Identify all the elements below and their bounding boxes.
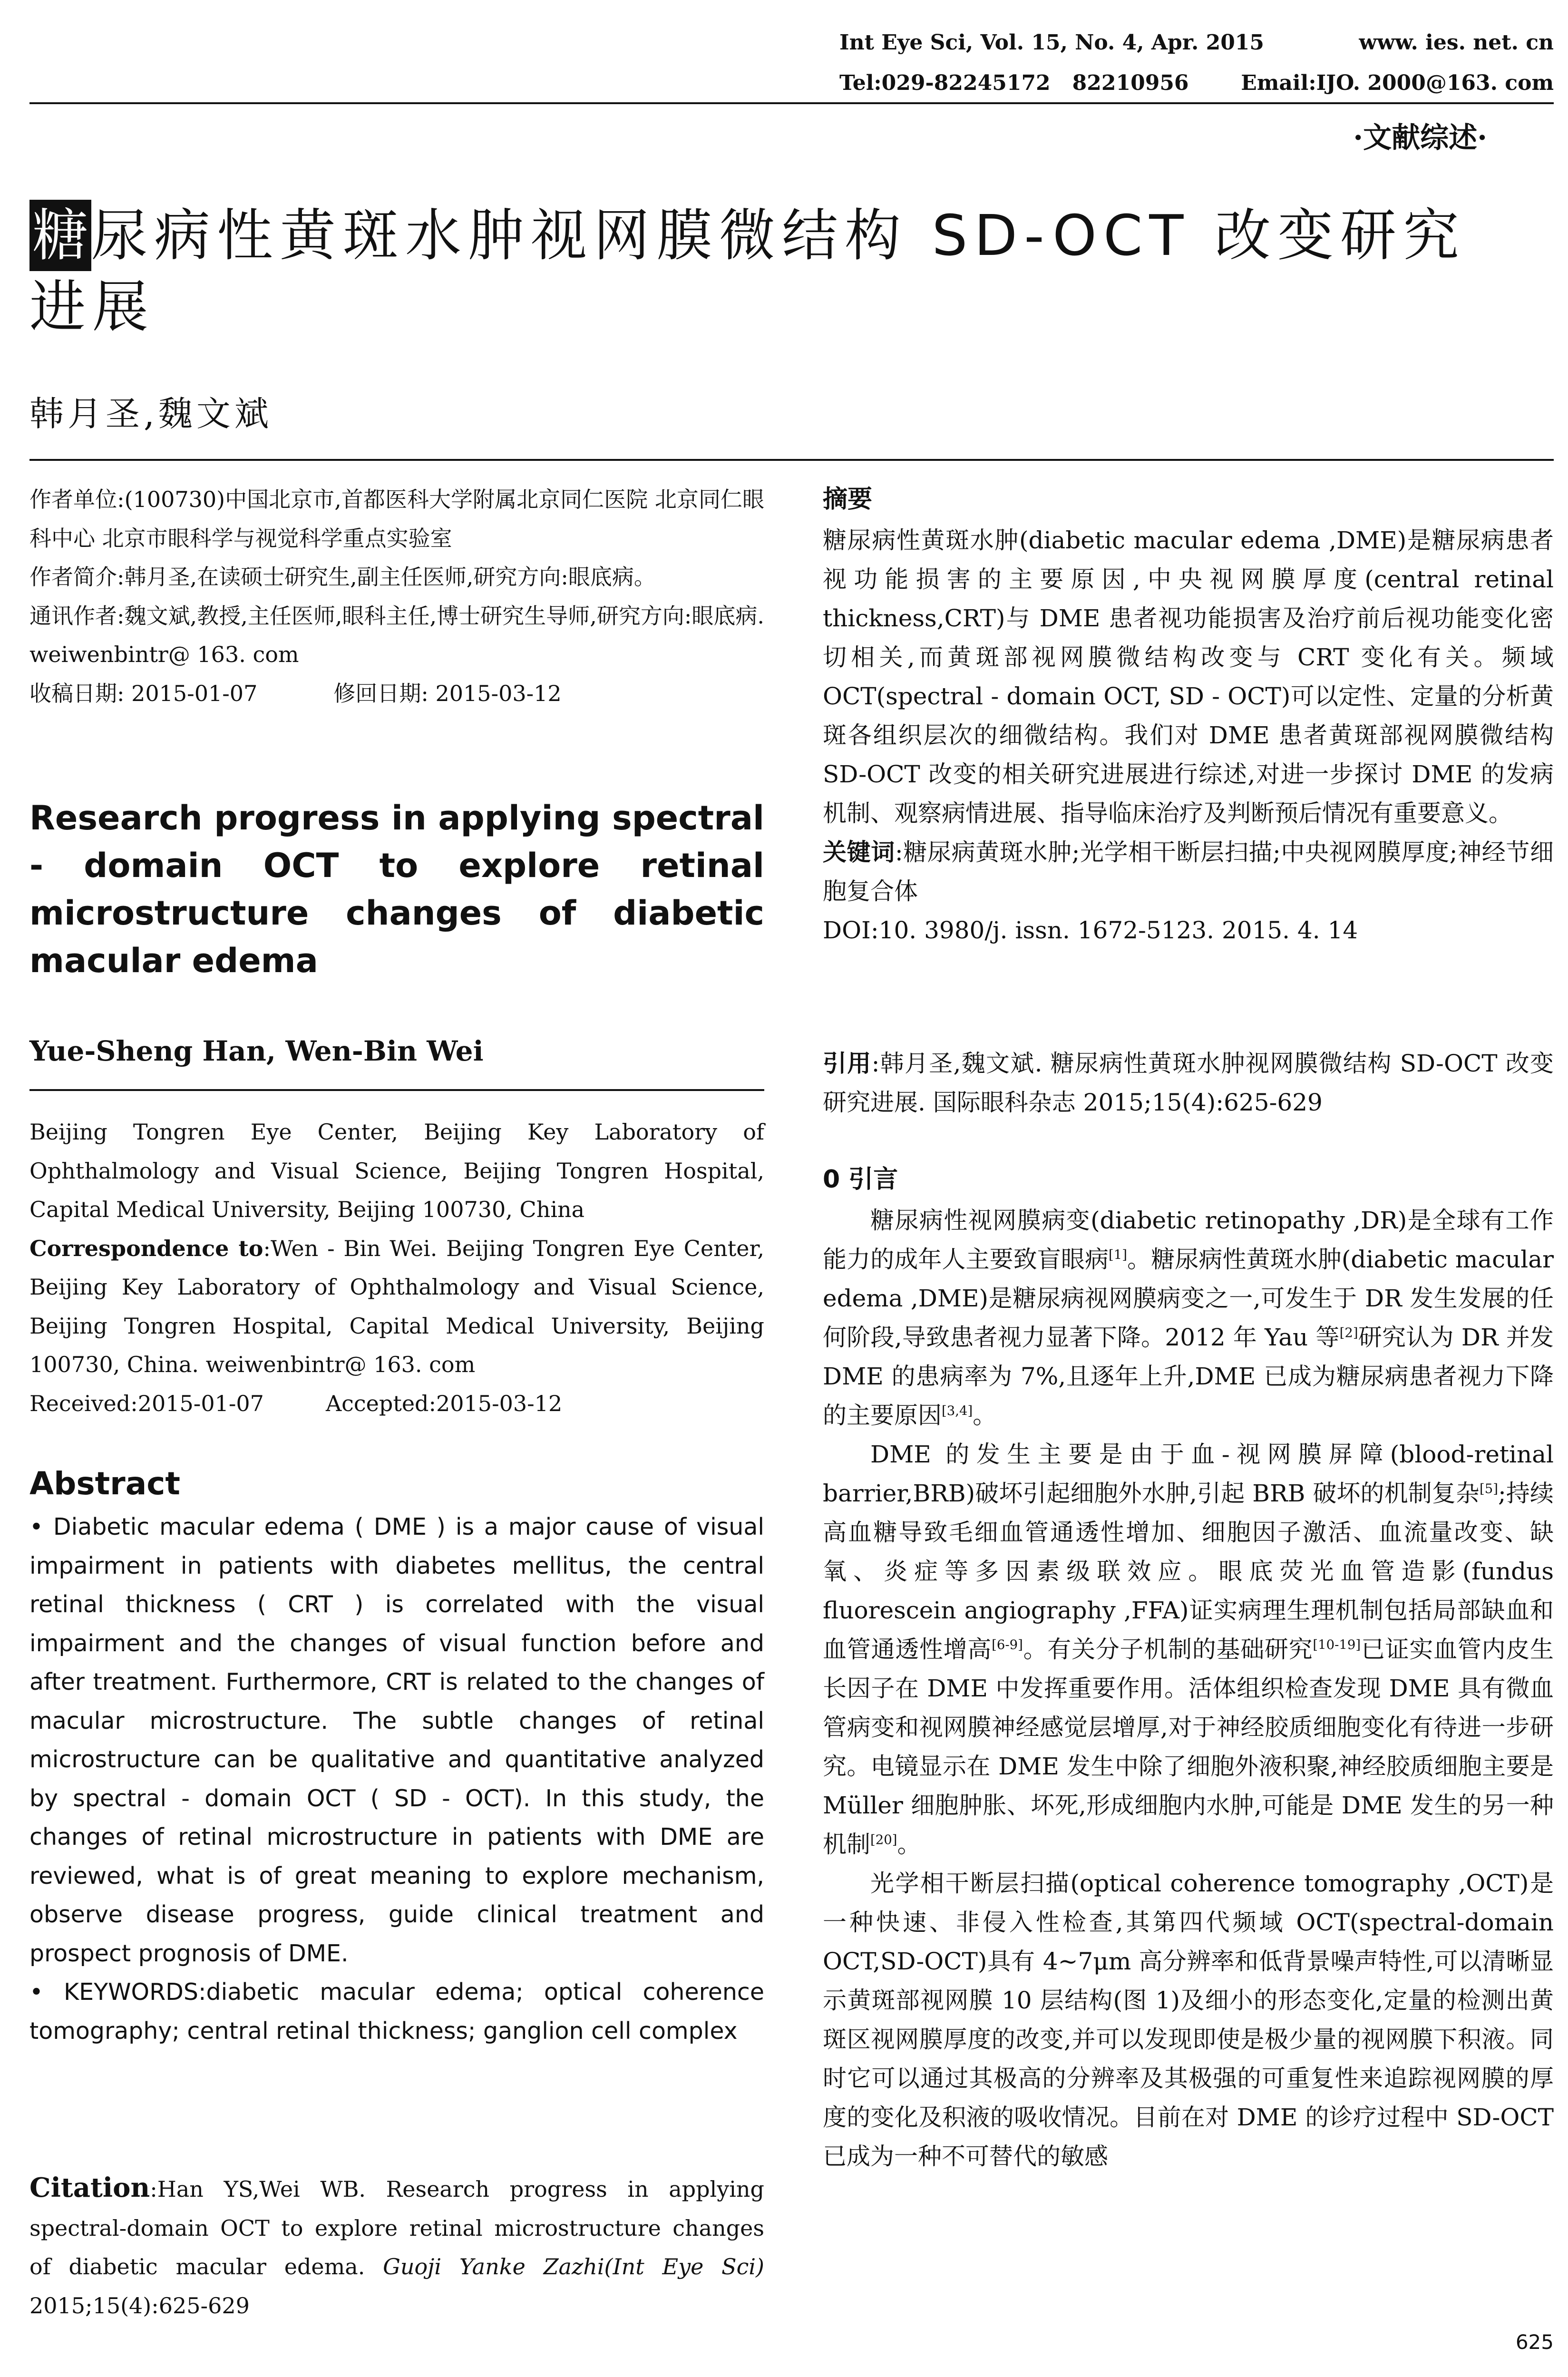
ref-5: [5] [1479, 1481, 1498, 1497]
affiliation-en-block [29, 1113, 764, 1423]
citation-en-tail: 2015;15(4):625-629 [29, 2292, 250, 2319]
title-cn [29, 200, 1554, 342]
received-date-cn: 收稿日期: 2015-01-07 [29, 680, 258, 706]
abstract-en-body: • Diabetic macular edema ( DME ) is a major cause of visual impairment in patients with diabetes mellitus, the central retinal thickness ( CRT ) is correlated with the visual impairment and the changes of visual function before and after treatment. Furthermore, CRT is related to the changes of macular microstructure. The subtle changes of retinal microstructure can be qualitative and quantitative analyzed by spectral - domain OCT ( SD - OCT). In this study, the changes of retinal microstructure in patients with DME are reviewed, what is of great meaning to explore mechanism, observe disease progress, guide clinical treatment and prospect prognosis of DME. [29, 1513, 764, 1967]
abstract-cn-body: 糖尿病性黄斑水肿(diabetic macular edema ,DME)是糖尿病患者视功能损害的主要原因,中央视网膜厚度(central retinal thickness,CRT)与 DME 患者视功能损害及治疗前后视功能变化密切相关,而黄斑部视网膜微结构改变与 CRT 变化有关。频域 OCT(spectral - domain OCT, SD - OCT)可以定性、定量的分析黄斑各组织层次的细微结构。我们对 DME 患者黄斑部视网膜微结构 SD-OCT 改变的相关研究进展进行综述,对进一步探讨 DME 的发病机制、观察病情进展、指导临床治疗及判断预后情况有重要意义。 [823, 526, 1554, 827]
intro-paragraph-1: 糖尿病性视网膜病变(diabetic retinopathy ,DR)是全球有工作能力的成年人主要致盲眼病[1]。糖尿病性黄斑水肿(diabetic macular edema ,DME)是糖尿病视网膜病变之一,可发生于 DR 发生发展的任何阶段,导致患者视力显著下降。2012 年 Yau 等[2]研究认为 DR 并发 DME 的患病率为 7%,且逐年上升,DME 已成为糖尿病患者视力下降的主要原因[3,4]。 [823, 1207, 1554, 1429]
corresponding-author-cn: 通讯作者:魏文斌,教授,主任医师,眼科主任,博士研究生导师,研究方向:眼底病. weiwenbintr@ 163. com [29, 603, 764, 667]
keywords-en: • KEYWORDS:diabetic macular edema; optical coherence tomography; central retinal thickness; ganglion cell complex [29, 1978, 764, 2045]
title-en: Research progress in applying spectral - domain OCT to explore retinal microstructure changes of diabetic macular edema [29, 799, 764, 980]
ref-1: [1] [1109, 1247, 1128, 1263]
abstract-en [29, 1508, 764, 2050]
authors-cn: 韩月圣,魏文斌 [29, 394, 273, 434]
ref-20: [20] [870, 1832, 897, 1848]
correspondence-text: :Wen - Bin Wei. Beijing Tongren Eye Center, Beijing Key Laboratory of Ophthalmology and Visual Science, Beijing Tongren Hospital, Capital Medical University, Beijing 100730, China. weiwenbintr@ 163. com [29, 1235, 764, 1377]
title-cn-line1: 尿病性黄斑水肿视网膜微结构 SD-OCT 改变研究 [91, 203, 1466, 268]
author-profile-cn: 作者简介:韩月圣,在读硕士研究生,副主任医师,研究方向:眼底病。 [29, 564, 656, 590]
page-number: 625 [1515, 2330, 1554, 2354]
journal-line: Int Eye Sci, Vol. 15, No. 4, Apr. 2015 [839, 30, 1265, 55]
authors-en: Yue-Sheng Han, Wen-Bin Wei [29, 1035, 484, 1067]
intro-paragraph-3: 光学相干断层扫描(optical coherence tomography ,OCT)是一种快速、非侵入性检查,其第四代频域 OCT(spectral-domain OCT,SD-OCT)具有 4~7μm 高分辨率和低背景噪声特性,可以清晰显示黄斑部视网膜 10 层结构(图 1)及细小的形态变化,定量的检测出黄斑区视网膜厚度的改变,并可以发现即使是极少量的视网膜下积液。同时它可以通过其极高的分辨率及其极强的可重复性来追踪视网膜的厚度的变化及积液的吸收情况。目前在对 DME 的诊疗过程中 SD-OCT 已成为一种不可替代的敏感 [823, 1870, 1554, 2170]
journal-tel: Tel:029-82245172 82210956 [839, 71, 1189, 95]
accepted-date-en: Accepted:2015-03-12 [325, 1390, 563, 1416]
title-cn-line2: 进展 [29, 274, 156, 340]
journal-email: Email:IJO. 2000@163. com [1241, 71, 1554, 95]
journal-website: www. ies. net. cn [1359, 30, 1554, 55]
authors-en-rule [29, 1089, 764, 1091]
ref-2: [2] [1339, 1325, 1358, 1341]
ref-10-19: [10-19] [1313, 1637, 1361, 1653]
ref-3-4: [3,4] [942, 1403, 973, 1419]
citation-cn-label: 引用 [823, 1050, 872, 1077]
affiliation-cn: 作者单位:(100730)中国北京市,首都医科大学附属北京同仁医院 北京同仁眼科中心 北京市眼科学与视觉科学重点实验室 [29, 487, 764, 551]
affiliation-en: Beijing Tongren Eye Center, Beijing Key Laboratory of Ophthalmology and Visual Science, Beijing Tongren Hospital, Capital Medical University, Beijing 100730, China [29, 1119, 764, 1222]
affiliation-cn-block [29, 480, 764, 713]
citation-cn-block [823, 1044, 1554, 1122]
correspondence-label: Correspondence to [29, 1235, 263, 1261]
intro-body [823, 1201, 1554, 2176]
citation-en-label: Citation [29, 2172, 150, 2203]
citation-cn-text: :韩月圣,魏文斌. 糖尿病性黄斑水肿视网膜微结构 SD-OCT 改变研究进展. 国际眼科杂志 2015;15(4):625-629 [823, 1050, 1554, 1116]
abstract-cn [823, 521, 1554, 950]
citation-en-text: :Han YS,Wei WB. Research progress in applying spectral-domain OCT to explore retinal microstructure changes of diabetic macular edema. [29, 2176, 764, 2280]
doi: DOI:10. 3980/j. issn. 1672-5123. 2015. 4. 14 [823, 916, 1358, 944]
title-rule [29, 459, 1554, 461]
received-date-en: Received:2015-01-07 [29, 1390, 264, 1416]
title-cn-first-char: 糖 [29, 200, 91, 271]
intro-paragraph-2: DME 的发生主要是由于血-视网膜屏障(blood-retinal barrier,BRB)破坏引起细胞外水肿,引起 BRB 破坏的机制复杂[5];持续高血糖导致毛细血管通透性增加、细胞因子激活、血流量改变、缺氧、炎症等多因素级联效应。眼底荧光血管造影(fundus fluorescein angiography ,FFA)证实病理生理机制包括局部缺血和血管通透性增高[6-9]。有关分子机制的基础研究[10-19]已证实血管内皮生长因子在 DME 中发挥重要作用。活体组织检查发现 DME 具有微血管病变和视网膜神经感觉层增厚,对于神经胶质细胞变化有待进一步研究。电镜显示在 DME 发生中除了细胞外液积聚,神经胶质细胞主要是 Müller 细胞肿胀、坏死,形成细胞内水肿,可能是 DME 发生的另一种机制[20]。 [823, 1441, 1554, 1858]
revised-date-cn: 修回日期: 2015-03-12 [333, 680, 562, 706]
header-rule [29, 102, 1554, 104]
citation-en-journal: Guoji Yanke Zazhi(Int Eye Sci) [383, 2254, 764, 2280]
keywords-cn-label: 关键词 [823, 838, 895, 866]
intro-heading: 0 引言 [823, 1165, 898, 1194]
abstract-cn-heading: 摘要 [823, 485, 873, 514]
section-label: ·文献综述· [1353, 121, 1487, 155]
citation-en-block [29, 2169, 764, 2325]
keywords-cn: :糖尿病黄斑水肿;光学相干断层扫描;中央视网膜厚度;神经节细胞复合体 [823, 838, 1554, 905]
ref-6-9: [6-9] [992, 1637, 1023, 1653]
abstract-en-heading: Abstract [29, 1465, 180, 1502]
